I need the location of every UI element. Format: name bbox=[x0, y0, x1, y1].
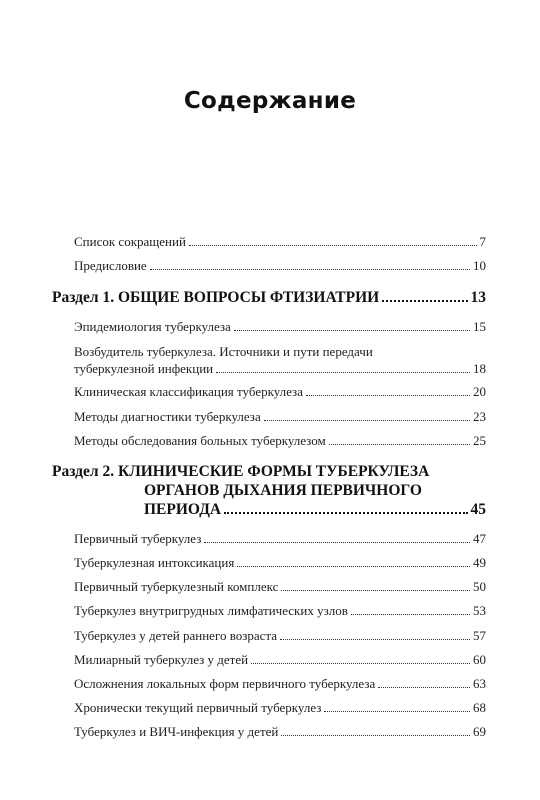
toc-entry-label-continued: туберкулезной инфекции bbox=[74, 361, 214, 376]
toc-entry-page: 53 bbox=[473, 603, 486, 618]
toc-entry-page: 25 bbox=[473, 433, 486, 448]
toc-entry[interactable] bbox=[74, 723, 486, 740]
section-heading-line3: ПЕРИОДА bbox=[144, 501, 222, 518]
toc-entry[interactable] bbox=[74, 343, 486, 377]
section-heading-line1: Раздел 2. КЛИНИЧЕСКИЕ ФОРМЫ ТУБЕРКУЛЕЗА bbox=[52, 463, 430, 480]
toc-entry-label: Эпидемиология туберкулеза bbox=[74, 319, 231, 334]
toc-entry[interactable] bbox=[74, 627, 486, 644]
leader-dots bbox=[216, 372, 470, 373]
leader-dots bbox=[264, 420, 470, 421]
leader-dots bbox=[329, 444, 470, 445]
toc-entry-label: Туберкулез внутригрудных лимфатических узлов bbox=[74, 603, 348, 618]
leader-dots bbox=[224, 512, 467, 514]
leader-dots bbox=[281, 590, 470, 591]
page-title: Содержание bbox=[183, 88, 357, 114]
toc-section-heading[interactable] bbox=[52, 462, 486, 519]
leader-dots bbox=[382, 300, 467, 302]
toc-entry[interactable] bbox=[74, 432, 486, 449]
toc-entry[interactable] bbox=[74, 257, 486, 274]
leader-dots bbox=[281, 735, 470, 736]
leader-dots bbox=[251, 663, 470, 664]
toc-entry-label: Осложнения локальных форм первичного туберкулеза bbox=[74, 676, 376, 691]
toc-entry[interactable] bbox=[74, 602, 486, 619]
toc-entry-label-group bbox=[74, 343, 486, 377]
section-heading-line2: ОРГАНОВ ДЫХАНИЯ ПЕРВИЧНОГО bbox=[144, 482, 422, 499]
toc-entry-line2 bbox=[74, 360, 486, 377]
toc-entry-page: 15 bbox=[473, 319, 486, 334]
leader-dots bbox=[324, 711, 470, 712]
toc-entry-page: 47 bbox=[473, 531, 486, 546]
toc-entry-page: 49 bbox=[473, 555, 486, 570]
toc-entry-label: Первичный туберкулезный комплекс bbox=[74, 579, 279, 594]
toc-entry-page: 18 bbox=[473, 361, 486, 376]
toc-entry-label: Методы обследования больных туберкулезом bbox=[74, 433, 326, 448]
leader-dots bbox=[150, 269, 470, 270]
toc-entry-page: 7 bbox=[479, 234, 486, 249]
section-heading-page: 45 bbox=[470, 501, 486, 518]
toc-entry-page: 69 bbox=[473, 724, 486, 739]
toc-entry-label: Список сокращений bbox=[74, 234, 186, 249]
toc-entry-page: 20 bbox=[473, 384, 486, 399]
toc-entry[interactable] bbox=[74, 318, 486, 335]
toc-entry-page: 63 bbox=[473, 676, 486, 691]
toc-entry[interactable] bbox=[74, 675, 486, 692]
toc-entry-page: 60 bbox=[473, 652, 486, 667]
leader-dots bbox=[189, 245, 477, 246]
toc-entry[interactable] bbox=[74, 578, 486, 595]
toc-entry-page: 68 bbox=[473, 700, 486, 715]
section-heading-page: 13 bbox=[470, 289, 486, 306]
toc-entry[interactable] bbox=[74, 651, 486, 668]
leader-dots bbox=[306, 395, 470, 396]
leader-dots bbox=[351, 614, 470, 615]
toc-entry-page: 23 bbox=[473, 409, 486, 424]
leader-dots bbox=[237, 566, 470, 567]
toc-entry-page: 50 bbox=[473, 579, 486, 594]
toc-entry[interactable] bbox=[74, 233, 486, 250]
toc-entry-label: Первичный туберкулез bbox=[74, 531, 202, 546]
toc-section-heading[interactable] bbox=[52, 288, 486, 307]
toc-entry-label: Туберкулез у детей раннего возраста bbox=[74, 628, 278, 643]
toc-entry-label: Предисловие bbox=[74, 258, 147, 273]
leader-dots bbox=[280, 639, 470, 640]
toc-entry-page: 10 bbox=[473, 258, 486, 273]
toc-entry[interactable] bbox=[74, 554, 486, 571]
toc-entry-page: 57 bbox=[473, 628, 486, 643]
leader-dots bbox=[378, 687, 470, 688]
leader-dots bbox=[234, 330, 470, 331]
toc-entry-label: Методы диагностики туберкулеза bbox=[74, 409, 261, 424]
toc-entry-label: Хронически текущий первичный туберкулез bbox=[74, 700, 322, 715]
toc-entry[interactable] bbox=[74, 530, 486, 547]
toc-entry-label: Милиарный туберкулез у детей bbox=[74, 652, 249, 667]
toc-entry-label: Туберкулезная интоксикация bbox=[74, 555, 235, 570]
section-heading-label: Раздел 1. ОБЩИЕ ВОПРОСЫ ФТИЗИАТРИИ bbox=[52, 289, 380, 306]
toc-entry[interactable] bbox=[74, 383, 486, 400]
toc-entry-label: Туберкулез и ВИЧ-инфекция у детей bbox=[74, 724, 279, 739]
toc-entry[interactable] bbox=[74, 699, 486, 716]
toc-entry-label: Возбудитель туберкулеза. Источники и пути передачи bbox=[74, 344, 373, 359]
toc-entry[interactable] bbox=[74, 408, 486, 425]
toc-entry-label: Клиническая классификация туберкулеза bbox=[74, 384, 303, 399]
section-heading-line3-row bbox=[52, 500, 486, 519]
leader-dots bbox=[204, 542, 470, 543]
